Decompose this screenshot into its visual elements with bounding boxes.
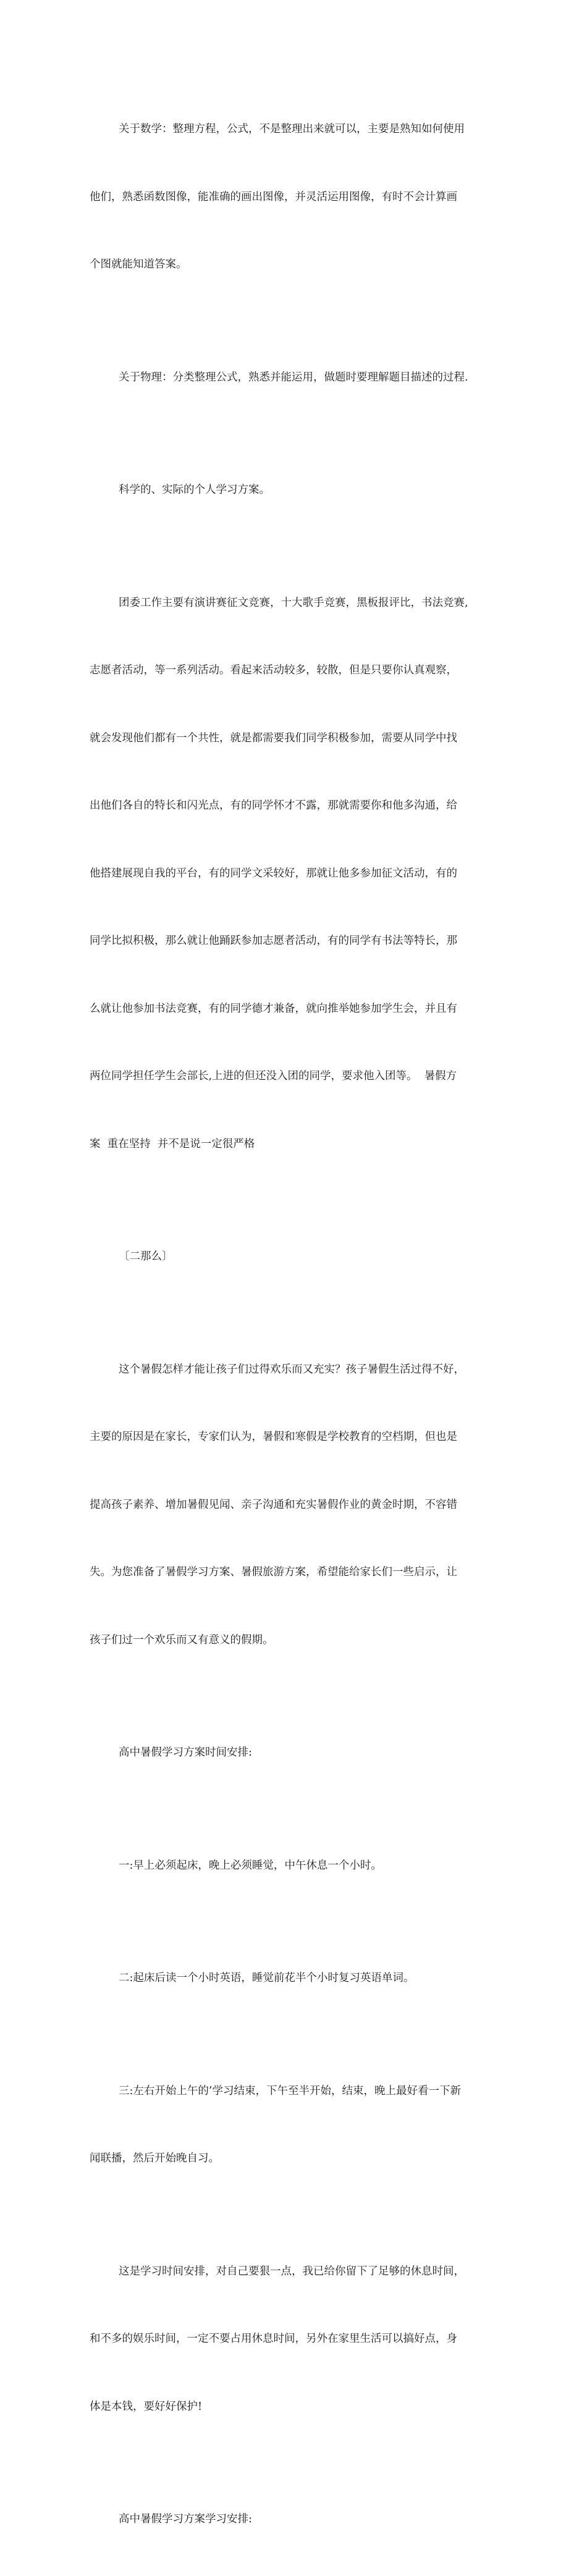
text-line: 么就让他参加书法竞赛，有的同学德才兼备，就向推举她参加学生会，并且有 (90, 1002, 457, 1015)
text-line: 志愿者活动，等一系列活动。看起来活动较多，较散，但是只要你认真观察， (90, 664, 457, 676)
text-line: 二:起床后读一个小时英语，睡觉前花半个小时复习英语单词。 (119, 1972, 415, 1984)
paragraph-item-two (90, 1922, 502, 2035)
text-line: 高中暑假学习方案时间安排: (119, 1746, 252, 1759)
text-line: 同学比拟积极，那么就让他踊跃参加志愿者活动，有的同学有书法等特长，那 (90, 935, 457, 947)
text-line: 体是本钱，要好好保护! (90, 2400, 203, 2413)
paragraph-summer-intro (90, 1313, 502, 1697)
text-line: 两位同学担任学生会部长,上进的但还没入团的同学，要求他入团等。 暑假方 (90, 1070, 457, 1082)
text-line: 就会发现他们都有一个共性，就是都需要我们同学积极参加，需要从同学中找 (90, 731, 457, 744)
text-line: 〔二那么〕 (119, 1250, 173, 1263)
paragraph-study-schedule-heading (90, 2463, 502, 2576)
paragraph-physics (90, 321, 502, 434)
paragraph-time-schedule-heading (90, 1696, 502, 1809)
text-line: 失。为您准备了暑假学习方案、暑假旅游方案，希望能给家长们一些启示，让 (90, 1566, 457, 1578)
text-line: 和不多的娱乐时间，一定不要占用休息时间，另外在家里生活可以搞好点，身 (90, 2333, 457, 2345)
document-page (90, 73, 502, 2576)
text-line: 团委工作主要有演讲赛征文竞赛，十大歌手竞赛，黑板报评比，书法竞赛, (119, 596, 468, 609)
text-line: 他们，熟悉函数图像，能准确的画出图像，并灵活运用图像，有时不会计算画 (90, 190, 457, 203)
text-line: 三:左右开始上午的’学习结束，下午至半开始，结束，晚上最好看一下新 (119, 2084, 461, 2097)
paragraph-plan-heading (90, 434, 502, 547)
text-line: 主要的原因是在家长，专家们认为，暑假和寒假是学校教育的空档期，但也是 (90, 1431, 457, 1443)
paragraph-schedule-note (90, 2215, 502, 2464)
paragraph-league-work (90, 547, 502, 1201)
text-line: 这个暑假怎样才能让孩子们过得欢乐而又充实？孩子暑假生活过得不好， (119, 1363, 465, 1376)
text-line: 关于物理：分类整理公式，熟悉并能运用，做题时要理解题目描述的过程. (119, 371, 468, 384)
text-line: 关于数学：整理方程，公式，不是整理出来就可以，主要是熟知如何使用 (119, 123, 465, 135)
text-line: 这是学习时间安排，对自己要狠一点，我已给你留下了足够的休息时间， (119, 2265, 465, 2278)
text-line: 科学的、实际的个人学习方案。 (119, 484, 270, 496)
text-line: 出他们各自的特长和闪光点，有的同学怀才不露，那就需要你和他多沟通，给 (90, 799, 457, 812)
text-line: 高中暑假学习方案学习安排: (119, 2513, 252, 2525)
text-line: 提高孩子素养、增加暑假见闻、亲子沟通和充实暑假作业的黄金时期，不容错 (90, 1498, 457, 1511)
text-line: 孩子们过一个欢乐而又有意义的假期。 (90, 1633, 274, 1646)
text-line: 个图就能知道答案。 (90, 258, 187, 271)
text-line: 案 重在坚持 并不是说一定很严格 (90, 1137, 255, 1150)
paragraph-math (90, 73, 502, 321)
text-line: 他搭建展现自我的平台，有的同学文采较好，那就让他多参加征文活动，有的 (90, 867, 457, 880)
paragraph-section-marker (90, 1200, 502, 1313)
paragraph-item-three (90, 2035, 502, 2215)
text-line: 闻联播，然后开始晚自习。 (90, 2152, 219, 2165)
text-line: 一:早上必须起床，晚上必须睡觉，中午休息一个小时。 (119, 1859, 382, 1872)
paragraph-item-one (90, 1809, 502, 1922)
